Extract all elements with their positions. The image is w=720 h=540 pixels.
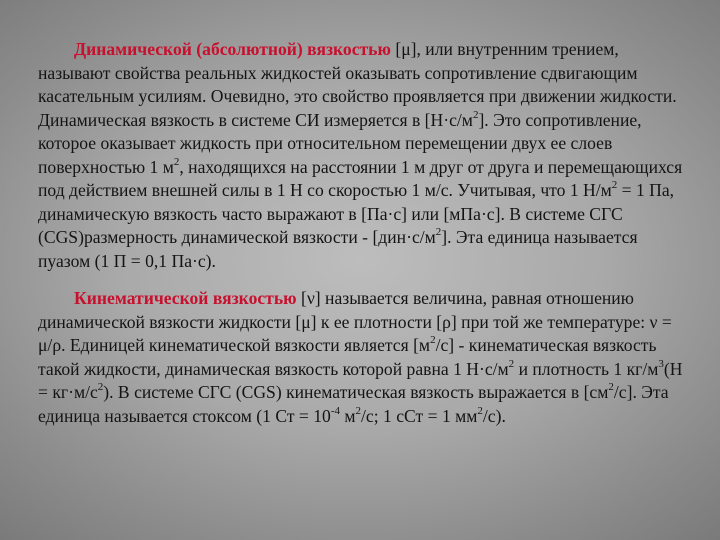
paragraph-kinematic-viscosity	[38, 287, 683, 428]
paragraph-text: ). В системе СГС (CGS) кинематическая вязкость выражается в [см	[103, 382, 609, 402]
superscript: -4	[330, 404, 340, 417]
paragraph-text: и плотность 1 кг/м	[514, 358, 659, 379]
paragraph-text: (Н = кг·м/с	[38, 358, 683, 402]
superscript: 2	[430, 334, 436, 347]
paragraph-text: [μ], или внутренним трением, называют свойства реальных жидкостей оказывать сопротивление сдвигающим касательным усилиям. Очевидно, это свойство проявляется при движении жидкости. Динамическая вязкость в системе СИ измеряется в [Н·с/м	[38, 39, 677, 130]
paragraph-text: м	[340, 405, 356, 426]
superscript: 2	[608, 381, 614, 394]
superscript: 2	[472, 108, 479, 121]
paragraph-text: /с]. Эта единица называется стоксом (1 Ст = 10	[38, 382, 669, 426]
paragraph-text: = 1 Па, динамическую вязкость часто выражают в [Па·с] или [мПа·с]. В системе СГС (CGS)размерность динамической вязкости - [дин·с/м	[38, 180, 675, 247]
paragraph-text: /с).	[482, 405, 506, 426]
paragraph-text: [ν] называется величина, равная отношению динамической вязкости жидкости [μ] к ее плотности [ρ] при той же температуре: ν = μ/ρ. Единицей кинематической вязкости является [м	[38, 288, 672, 355]
paragraph-text: ]. Это сопротивление, которое оказывает жидкость при относительном перемещении двух ее слоев поверхностью 1 м	[38, 109, 642, 177]
paragraph-text: /с; 1 сСт = 1 мм	[361, 405, 478, 426]
superscript: 3	[658, 357, 664, 370]
term-highlight: Динамической (абсолютной) вязкостью	[74, 39, 391, 59]
superscript: 2	[435, 226, 442, 239]
term-highlight: Кинематической вязкостью	[74, 288, 297, 308]
paragraph-text: , находящихся на расстоянии 1 м друг от друга и перемещающихся под действием внешней силы в 1 Н со скоростью 1 м/с. Учитывая, что 1 Н/м	[38, 156, 683, 200]
paragraph-dynamic-viscosity	[38, 38, 683, 273]
superscript: 2	[508, 357, 515, 370]
slide-body	[38, 38, 683, 428]
paragraph-text: ]. Эта единица называется пуазом (1 П = 0,1 Па·с).	[38, 227, 638, 271]
superscript: 2	[611, 179, 618, 192]
superscript: 2	[97, 381, 104, 394]
superscript: 2	[173, 155, 180, 168]
paragraph-text: /с] - кинематическая вязкость такой жидкости, динамическая вязкость которой равна 1 Н·с/м	[38, 335, 657, 379]
superscript: 2	[355, 404, 362, 417]
superscript: 2	[477, 404, 483, 417]
